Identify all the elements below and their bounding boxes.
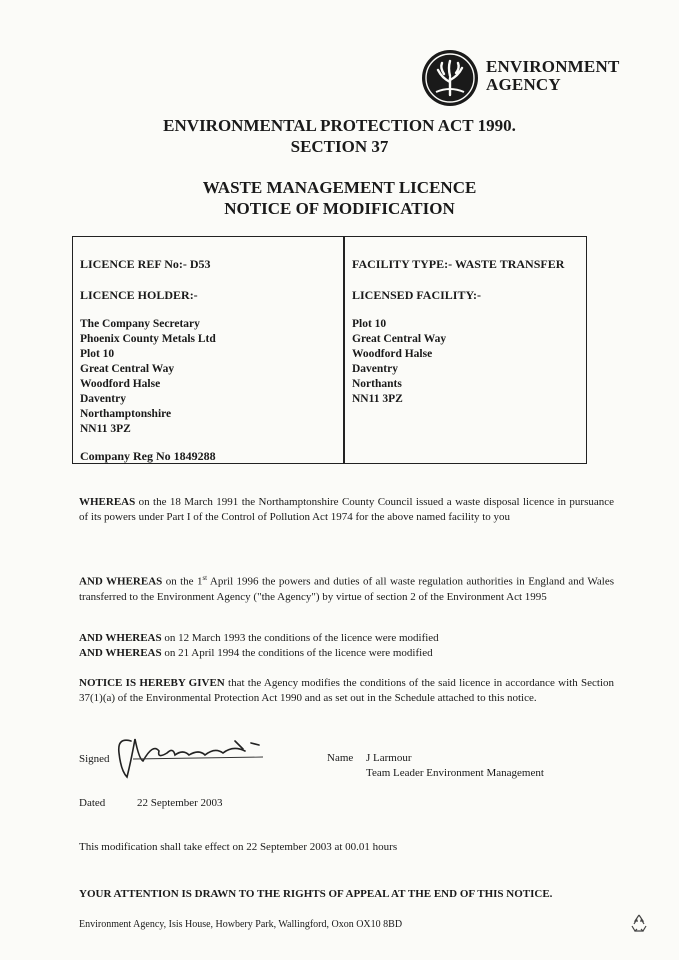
handwritten-signature <box>113 731 268 781</box>
whereas-text: on the 1 <box>162 575 203 588</box>
agency-address-footer: Environment Agency, Isis House, Howbery Park, Wallingford, Oxon OX10 8BD <box>79 919 403 930</box>
whereas-text: April 1996 the powers and duties of all waste regulation authorities in England and Wales transferred to the Environment Agency ("the Agency") by virtue of section 2 of the Environment Act 1995 <box>79 575 614 603</box>
holder-address-line: Plot 10 <box>80 348 115 360</box>
name-label: Name <box>327 752 354 764</box>
licence-title: WASTE MANAGEMENT LICENCE <box>202 178 477 197</box>
whereas-paragraph-4 <box>79 646 614 661</box>
licence-ref: LICENCE REF No:- D53 <box>80 257 211 271</box>
agency-name-line2: AGENCY <box>486 75 561 94</box>
facility-address-line: Daventry <box>352 363 398 375</box>
facility-address-line: Woodford Halse <box>352 348 433 360</box>
ordinal-suffix: st <box>202 574 208 582</box>
holder-address <box>80 317 216 437</box>
effective-date-note: This modification shall take effect on 22 September 2003 at 00.01 hours <box>79 841 398 853</box>
facility-address-line: NN11 3PZ <box>352 393 403 405</box>
dated-label: Dated <box>79 797 106 809</box>
holder-address-line: The Company Secretary <box>80 318 200 330</box>
signed-label: Signed <box>79 753 110 765</box>
notice-title: NOTICE OF MODIFICATION <box>224 199 455 218</box>
holder-address-line: Daventry <box>80 393 126 405</box>
notice-text: that the Agency modifies the conditions of the said licence in accordance with Section 37(1)(a) of the Environmental Protection Act 1990 and as set out in the Schedule attached to this notice. <box>79 677 615 704</box>
signed-date: 22 September 2003 <box>137 797 223 809</box>
recycle-icon <box>628 912 650 934</box>
whereas-lead: AND WHEREAS <box>79 575 163 588</box>
appeal-notice: YOUR ATTENTION IS DRAWN TO THE RIGHTS OF APPEAL AT THE END OF THIS NOTICE. <box>79 888 553 900</box>
whereas-text: on 12 March 1993 the conditions of the licence were modified <box>161 632 439 644</box>
whereas-lead: AND WHEREAS <box>79 647 162 659</box>
environment-agency-logo-icon <box>420 48 480 108</box>
whereas-lead: WHEREAS <box>79 496 136 508</box>
holder-address-line: Great Central Way <box>80 363 175 375</box>
agency-name <box>486 58 620 94</box>
whereas-lead: AND WHEREAS <box>79 632 162 644</box>
whereas-text: on the 18 March 1991 the Northamptonshire County Council issued a waste disposal licence in pursuance of its powers under Part I of the Control of Pollution Act 1974 for the above named facility to you <box>79 496 614 523</box>
notice-lead: NOTICE IS HEREBY GIVEN <box>79 677 225 689</box>
agency-name-line1: ENVIRONMENT <box>486 57 620 76</box>
whereas-paragraph-1 <box>79 495 614 525</box>
holder-address-line: Phoenix County Metals Ltd <box>80 333 216 345</box>
holder-address-line: Northamptonshire <box>80 408 172 420</box>
whereas-paragraph-2 <box>79 571 614 605</box>
table-divider <box>343 236 345 464</box>
facility-address <box>352 317 446 407</box>
signatory-role: Team Leader Environment Management <box>366 767 544 779</box>
facility-address-line: Plot 10 <box>352 318 387 330</box>
whereas-paragraph-3 <box>79 631 614 646</box>
facility-address-line: Northants <box>352 378 402 390</box>
whereas-text: on 21 April 1994 the conditions of the licence were modified <box>161 647 433 659</box>
section-title: SECTION 37 <box>290 137 389 156</box>
facility-address-line: Great Central Way <box>352 333 447 345</box>
holder-address-line: Woodford Halse <box>80 378 161 390</box>
company-reg: Company Reg No 1849288 <box>80 449 216 463</box>
licence-holder-label: LICENCE HOLDER:- <box>80 288 198 302</box>
facility-type: FACILITY TYPE:- WASTE TRANSFER <box>352 257 565 271</box>
notice-paragraph <box>79 676 614 706</box>
licensed-facility-label: LICENSED FACILITY:- <box>352 288 482 302</box>
signatory-name: J Larmour <box>366 752 412 764</box>
holder-address-line: NN11 3PZ <box>80 423 131 435</box>
act-title: ENVIRONMENTAL PROTECTION ACT 1990. <box>163 116 516 135</box>
